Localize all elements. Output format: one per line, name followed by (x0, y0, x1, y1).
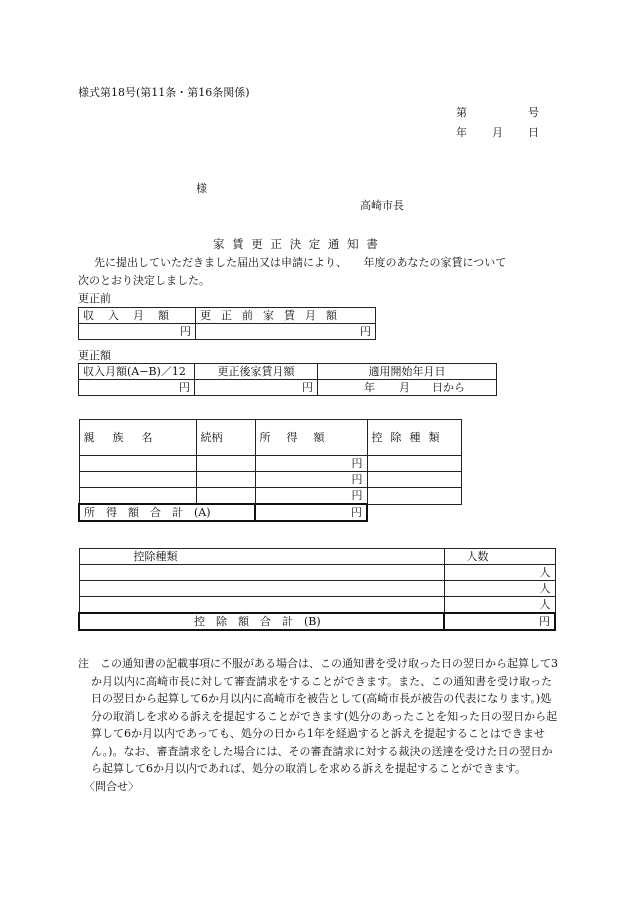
deduction-count-cell[interactable]: 人 (444, 565, 555, 581)
after-start-date-value[interactable]: 年 月 日から (318, 380, 497, 396)
deduction-total-label: 控除額合計(B) (79, 613, 444, 630)
after-table (78, 363, 497, 396)
before-income-value[interactable]: 円 (79, 324, 196, 340)
family-relation-cell[interactable] (196, 472, 255, 488)
table-row (79, 565, 555, 581)
family-relation-cell[interactable] (196, 488, 255, 505)
deduction-type-cell[interactable] (79, 565, 444, 581)
deduction-count-cell[interactable]: 人 (444, 581, 555, 597)
family-header-relation: 続柄 (196, 420, 255, 456)
table-row (79, 488, 462, 505)
before-label: 更正前 (78, 292, 111, 305)
after-income-value[interactable]: 円 (79, 380, 195, 396)
income-total-label: 所得額合計(A) (79, 504, 255, 521)
before-rent-header: 更正前家賃月額 (196, 308, 376, 324)
deduction-header-type: 控除種類 (79, 549, 444, 565)
date-nen: 年 (456, 126, 467, 139)
deduction-total-value[interactable]: 円 (444, 613, 555, 630)
after-rent-header: 更正後家賃月額 (195, 364, 318, 380)
deduction-table (78, 548, 556, 631)
table-row (79, 472, 462, 488)
family-header-name: 親族名 (79, 420, 196, 456)
family-income-cell[interactable]: 円 (255, 472, 367, 488)
family-name-cell[interactable] (79, 472, 196, 488)
table-row (79, 597, 555, 614)
addressee-suffix: 様 (196, 182, 207, 195)
notice-text (78, 655, 558, 795)
date-tsuki: 月 (492, 126, 503, 139)
before-table (78, 307, 376, 340)
deduction-type-cell[interactable] (79, 597, 444, 614)
after-rent-value[interactable]: 円 (195, 380, 318, 396)
date-hi: 日 (528, 126, 539, 139)
after-start-date-header: 適用開始年月日 (318, 364, 497, 380)
issuer: 高崎市長 (360, 199, 404, 212)
family-relation-cell[interactable] (196, 456, 255, 472)
document-title: 家 賃 更 正 決 定 通 知 書 (213, 237, 380, 251)
family-name-cell[interactable] (79, 456, 196, 472)
inquiry-label: 〈問合せ〉 (84, 779, 139, 793)
family-table (78, 419, 462, 522)
intro-line1: 先に提出していただきました届出又は申請により、 年度のあなたの家賃について (94, 256, 507, 269)
intro-line2: 次のとおり決定しました。 (78, 274, 210, 287)
family-income-cell[interactable]: 円 (255, 456, 367, 472)
before-rent-value[interactable]: 円 (196, 324, 376, 340)
family-deduction-cell[interactable] (367, 472, 462, 488)
after-income-header: 収入月額(A−B)／12 (79, 364, 195, 380)
family-header-deduction: 控除種類 (367, 420, 462, 456)
deduction-type-cell[interactable] (79, 581, 444, 597)
doc-no-dai: 第 (456, 106, 467, 119)
family-deduction-cell[interactable] (367, 488, 462, 505)
deduction-header-count: 人数 (444, 549, 555, 565)
notice-paragraph: 注 この通知書の記載事項に不服がある場合は、この通知書を受け取った日の翌日から起算して3か月以内に高崎市長に対して審査請求をすることができます。また、この通知書を受け取った日の翌日から起算して6か月以内に高崎市を被告として(高崎市長が被告の代表になります。)処分の取消しを求める訴えを提起することができます(処分のあったことを知った日の翌日から起算して6か月以内であっても、処分の日から1年を経過すると訴えを提起することはできません。)。なお、審査請求をした場合には、その審査請求に対する裁決の送達を受けた日の翌日から起算して6か月以内であれば、処分の取消しを求める訴えを提起することができます。 (78, 657, 558, 775)
income-total-value[interactable]: 円 (255, 504, 367, 521)
family-deduction-cell[interactable] (367, 456, 462, 472)
table-row (79, 456, 462, 472)
form-number: 様式第18号(第11条・第16条関係) (78, 86, 250, 99)
table-row (79, 581, 555, 597)
before-income-header: 収入月額 (79, 308, 196, 324)
after-label: 更正額 (78, 349, 111, 362)
family-income-cell[interactable]: 円 (255, 488, 367, 505)
doc-no-go: 号 (528, 106, 539, 119)
deduction-count-cell[interactable]: 人 (444, 597, 555, 614)
family-header-income: 所得額 (255, 420, 367, 456)
family-name-cell[interactable] (79, 488, 196, 505)
